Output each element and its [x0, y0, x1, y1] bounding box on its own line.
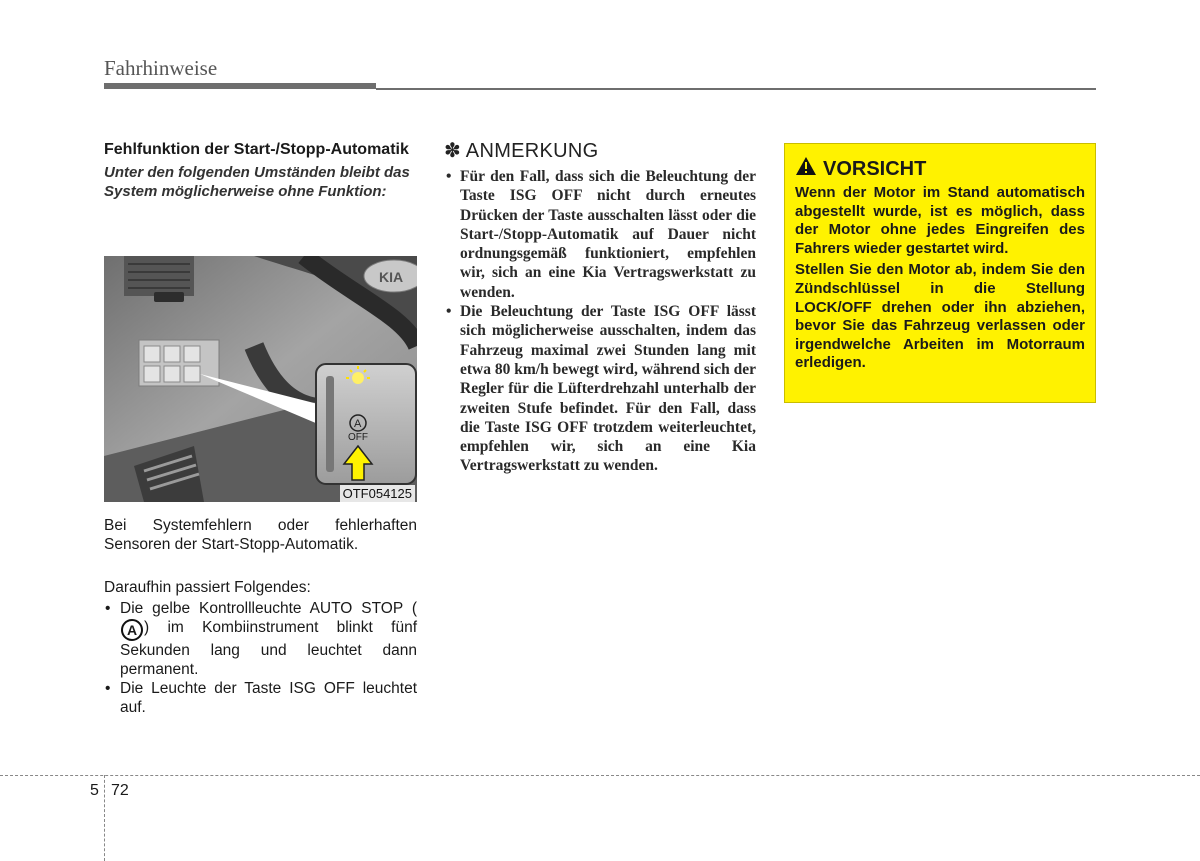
left-column-heading [104, 140, 417, 201]
system-error-paragraph: Bei Systemfehlern oder fehlerhaften Sensoren der Start-Stopp-Automatik. [104, 517, 417, 553]
warning-title: VORSICHT [823, 157, 927, 180]
photo-code: OTF054125 [340, 485, 415, 502]
chapter-number: 5 [90, 782, 99, 799]
dashboard-photo [104, 256, 417, 502]
consequence-intro: Daraufhin passiert Folgendes: [104, 579, 311, 596]
note-section [444, 138, 756, 476]
warning-box [784, 143, 1096, 403]
dashboard-illustration [104, 256, 417, 502]
photo-button-label: OFF [348, 432, 368, 443]
warning-header [795, 156, 1085, 182]
footer-vertical-divider [104, 775, 105, 861]
header-rule-thick [104, 83, 376, 89]
svg-text:A: A [354, 418, 362, 430]
section-subtitle: Unter den folgenden Umständen bleibt das System möglicherweise ohne Funktion: [104, 164, 410, 200]
list-item: • Für den Fall, dass sich die Beleuchtung der Taste ISG OFF nicht durch erneutes Drücken der Taste ausschalten lässt oder die Start-/Stopp-Automatik auf Dauer nicht ordnungsgemäß funktioniert, empfehlen wir, sich an eine Kia Vertragswerkstatt zu wenden. [444, 167, 756, 302]
warning-paragraph-2: Stellen Sie den Motor ab, indem Sie den Zündschlüssel in die Stellung LOCK/OFF drehen oder ihn abziehen, bevor Sie das Fahrzeug verlassen oder irgendwelche Arbeiten im Motorraum erledigen. [795, 261, 1085, 372]
auto-stop-indicator-icon: A [121, 619, 143, 641]
list-item: • Die Beleuchtung der Taste ISG OFF lässt sich möglicherweise ausschalten, indem das Fahrzeug maximal zwei Stunden lang mit etwa 80 km/h bewegt wird, während sich der Regler für die Lüfterdrehzahl unterhalb der zweiten Stufe befindet. Für den Fall, dass die Taste ISG OFF trotzdem weiterleuchtet, empfehlen wir, sich an eine Kia Vertragswerkstatt zu wenden. [444, 302, 756, 476]
section-title: Fehlfunktion der Start-/Stopp-Automatik [104, 141, 409, 158]
warning-triangle-icon [795, 156, 817, 182]
chapter-title: Fahrhinweise [104, 56, 218, 80]
header-rule-thin [376, 88, 1096, 90]
note-title: ✽ ANMERKUNG [444, 140, 599, 162]
bullet1-text-post: ) im Kombiinstrument blinkt fünf Sekunden lang und leuchtet dann permanent. [120, 619, 417, 678]
footer-divider [0, 775, 1200, 776]
list-item: • Die Leuchte der Taste ISG OFF leuchtet auf. [104, 679, 417, 717]
list-item [104, 599, 417, 679]
svg-text:KIA: KIA [379, 269, 404, 285]
note-list [444, 167, 756, 476]
bullet1-text-pre: Die gelbe Kontrollleuchte AUTO STOP ( [120, 600, 417, 617]
page-number: 72 [111, 782, 129, 799]
consequence-list [104, 599, 417, 717]
warning-paragraph-1: Wenn der Motor im Stand automatisch abgestellt wurde, ist es möglich, dass der Motor ohne jedes Eingreifen des Fahrers wieder gestartet wird. [795, 184, 1085, 257]
